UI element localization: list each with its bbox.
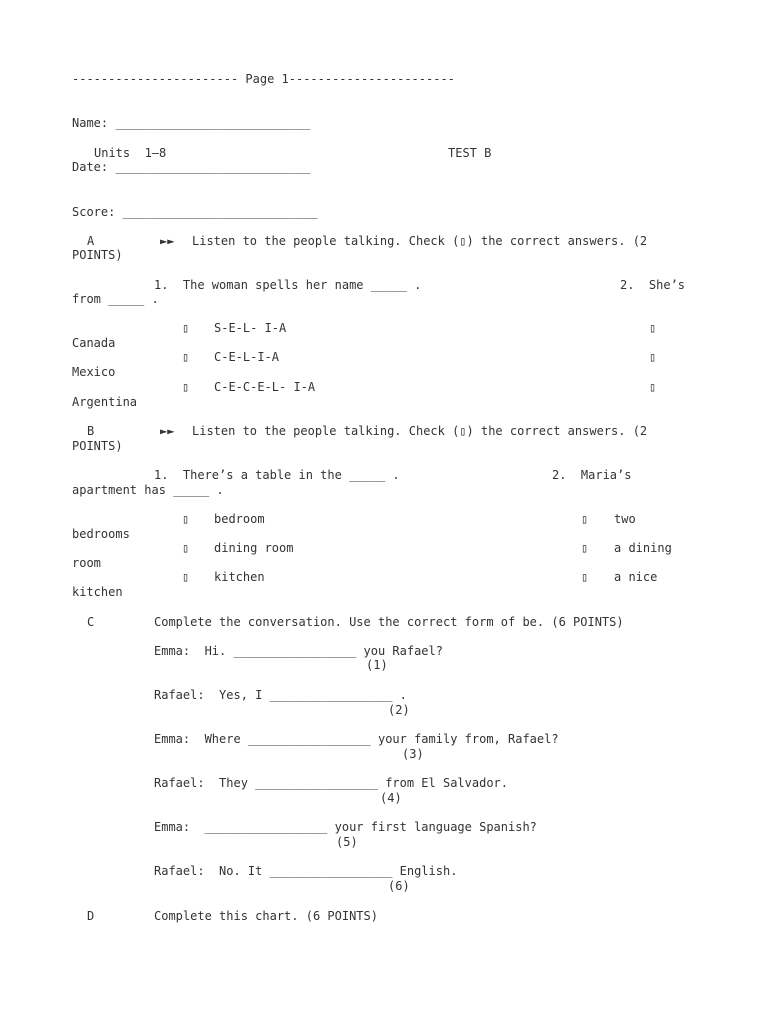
checkbox-icon[interactable]: ▯ bbox=[649, 380, 657, 394]
page-marker: ----------------------- Page 1----------------------- bbox=[72, 72, 455, 86]
section-instruction: Complete the conversation. Use the correct form of be. (6 POINTS) bbox=[154, 615, 624, 629]
date-field: Date: ___________________________ bbox=[72, 160, 311, 174]
units-label: Units 1–8 bbox=[94, 146, 167, 160]
audio-icon: ►► bbox=[160, 424, 175, 438]
section-letter: C bbox=[87, 615, 95, 629]
section-letter: D bbox=[87, 909, 95, 923]
option-label: Mexico bbox=[72, 365, 116, 379]
checkbox-icon[interactable]: ▯ bbox=[649, 350, 657, 364]
dialogue-line: Rafael: Yes, I _________________ . bbox=[154, 688, 407, 702]
checkbox-icon[interactable]: ▯ bbox=[581, 570, 589, 584]
dialogue-line: Rafael: No. It _________________ English. bbox=[154, 864, 458, 878]
test-label: TEST B bbox=[448, 146, 492, 160]
option-label: S-E-L- I-A bbox=[214, 321, 287, 335]
section-letter: B bbox=[87, 424, 95, 438]
question-2-wrap: apartment has _____ . bbox=[72, 483, 224, 497]
question-2: 2. Maria’s bbox=[552, 468, 632, 482]
option-label-wrap: room bbox=[72, 556, 101, 570]
checkbox-icon[interactable]: ▯ bbox=[182, 541, 190, 555]
option-label: Canada bbox=[72, 336, 116, 350]
option-label: C-E-C-E-L- I-A bbox=[214, 380, 316, 394]
dialogue-line: Emma: Where _________________ your family from, Rafael? bbox=[154, 732, 559, 746]
section-instruction-wrap: POINTS) bbox=[72, 248, 123, 262]
dialogue-line: Emma: _________________ your first language Spanish? bbox=[154, 820, 537, 834]
checkbox-icon[interactable]: ▯ bbox=[182, 321, 190, 335]
section-instruction-wrap: POINTS) bbox=[72, 439, 123, 453]
option-label-wrap: bedrooms bbox=[72, 527, 130, 541]
question-2: 2. She’s bbox=[620, 278, 686, 292]
blank-number: (6) bbox=[388, 879, 410, 893]
checkbox-icon[interactable]: ▯ bbox=[182, 512, 190, 526]
checkbox-icon[interactable]: ▯ bbox=[182, 350, 190, 364]
option-label-wrap: kitchen bbox=[72, 585, 123, 599]
checkbox-icon[interactable]: ▯ bbox=[182, 570, 190, 584]
blank-number: (3) bbox=[402, 747, 424, 761]
dialogue-line: Rafael: They _________________ from El Salvador. bbox=[154, 776, 509, 790]
blank-number: (5) bbox=[336, 835, 358, 849]
checkbox-icon[interactable]: ▯ bbox=[581, 512, 589, 526]
section-instruction: Listen to the people talking. Check (▯) the correct answers. (2 bbox=[192, 424, 648, 438]
option-label: a nice bbox=[614, 570, 658, 584]
name-field: Name: ___________________________ bbox=[72, 116, 311, 130]
option-label: two bbox=[614, 512, 636, 526]
blank-number: (1) bbox=[366, 658, 388, 672]
option-label: a dining bbox=[614, 541, 672, 555]
section-letter: A bbox=[87, 234, 95, 248]
dialogue-line: Emma: Hi. _________________ you Rafael? bbox=[154, 644, 443, 658]
blank-number: (2) bbox=[388, 703, 410, 717]
question-1: 1. The woman spells her name _____ . bbox=[154, 278, 422, 292]
option-label: bedroom bbox=[214, 512, 265, 526]
blank-number: (4) bbox=[380, 791, 402, 805]
option-label: C-E-L-I-A bbox=[214, 350, 280, 364]
audio-icon: ►► bbox=[160, 234, 175, 248]
option-label: dining room bbox=[214, 541, 294, 555]
checkbox-icon[interactable]: ▯ bbox=[649, 321, 657, 335]
question-2-wrap: from _____ . bbox=[72, 292, 159, 306]
checkbox-icon[interactable]: ▯ bbox=[581, 541, 589, 555]
score-field: Score: ___________________________ bbox=[72, 205, 318, 219]
option-label: Argentina bbox=[72, 395, 138, 409]
section-instruction: Complete this chart. (6 POINTS) bbox=[154, 909, 378, 923]
option-label: kitchen bbox=[214, 570, 265, 584]
checkbox-icon[interactable]: ▯ bbox=[182, 380, 190, 394]
question-1: 1. There’s a table in the _____ . bbox=[154, 468, 400, 482]
section-instruction: Listen to the people talking. Check (▯) the correct answers. (2 bbox=[192, 234, 648, 248]
